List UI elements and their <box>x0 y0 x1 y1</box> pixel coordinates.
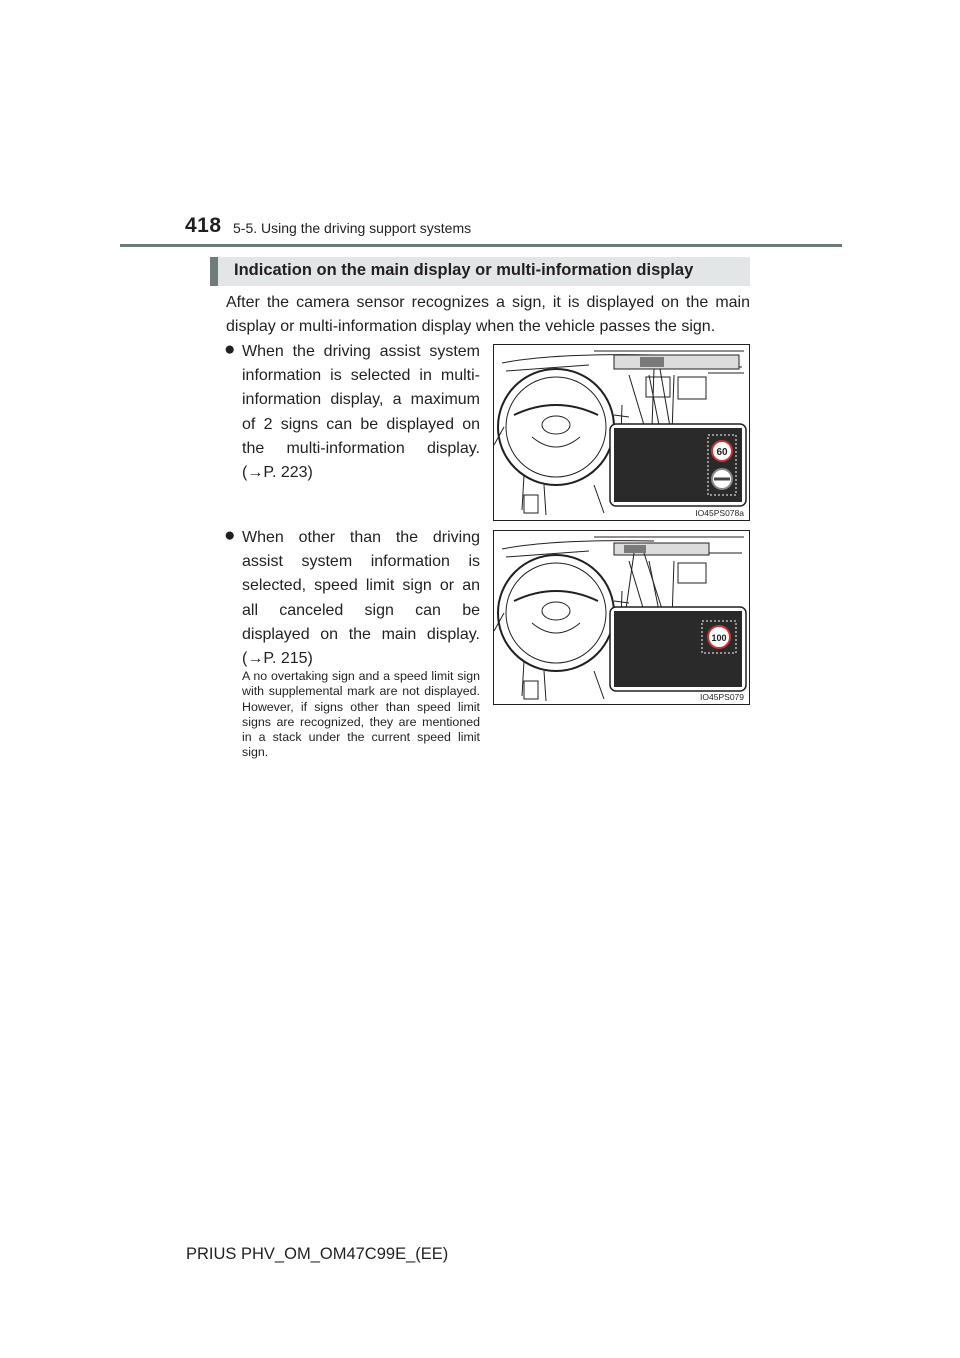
section-title: 5-5. Using the driving support systems <box>233 220 472 236</box>
subsection-heading-bar <box>210 257 750 286</box>
speed-sign-label: 100 <box>711 633 727 643</box>
subsection-heading: Indication on the main display or multi-information display <box>234 261 694 279</box>
note-text: A no overtaking sign and a speed limit sign with supplemental mark are not displayed. However, if signs other than speed limit signs are recognized, they are mentioned in a stack under the current speed limit sign. <box>242 669 480 760</box>
bullet-marker: ● <box>224 525 236 546</box>
page-number: 418 <box>185 214 222 237</box>
bullet-item: When the driving assist system information is selected in multi-information display, a maximum of 2 signs can be displayed on the multi-information display. (→P. 223) <box>242 343 480 482</box>
dashboard-drawing <box>494 531 749 704</box>
dashboard-illustration-multi-information <box>493 344 750 521</box>
figure-code: IO45PS079 <box>700 692 744 702</box>
bullet-item: When other than the driving assist system information is selected, speed limit sign or an all canceled sign can be displayed on the main display. (→P. 215) <box>242 529 480 668</box>
figure-code: IO45PS078a <box>695 508 744 518</box>
bullet-marker: ● <box>224 339 236 360</box>
dashboard-illustration-main-display <box>493 530 750 705</box>
header-divider <box>120 244 842 247</box>
speed-sign-label: 60 <box>716 447 728 458</box>
dashboard-drawing <box>494 345 749 520</box>
intro-paragraph: After the camera sensor recognizes a sign, it is displayed on the main display or multi-information display when the vehicle passes the sign. <box>226 294 750 335</box>
footer-doc-id: PRIUS PHV_OM_OM47C99E_(EE) <box>186 1245 449 1263</box>
